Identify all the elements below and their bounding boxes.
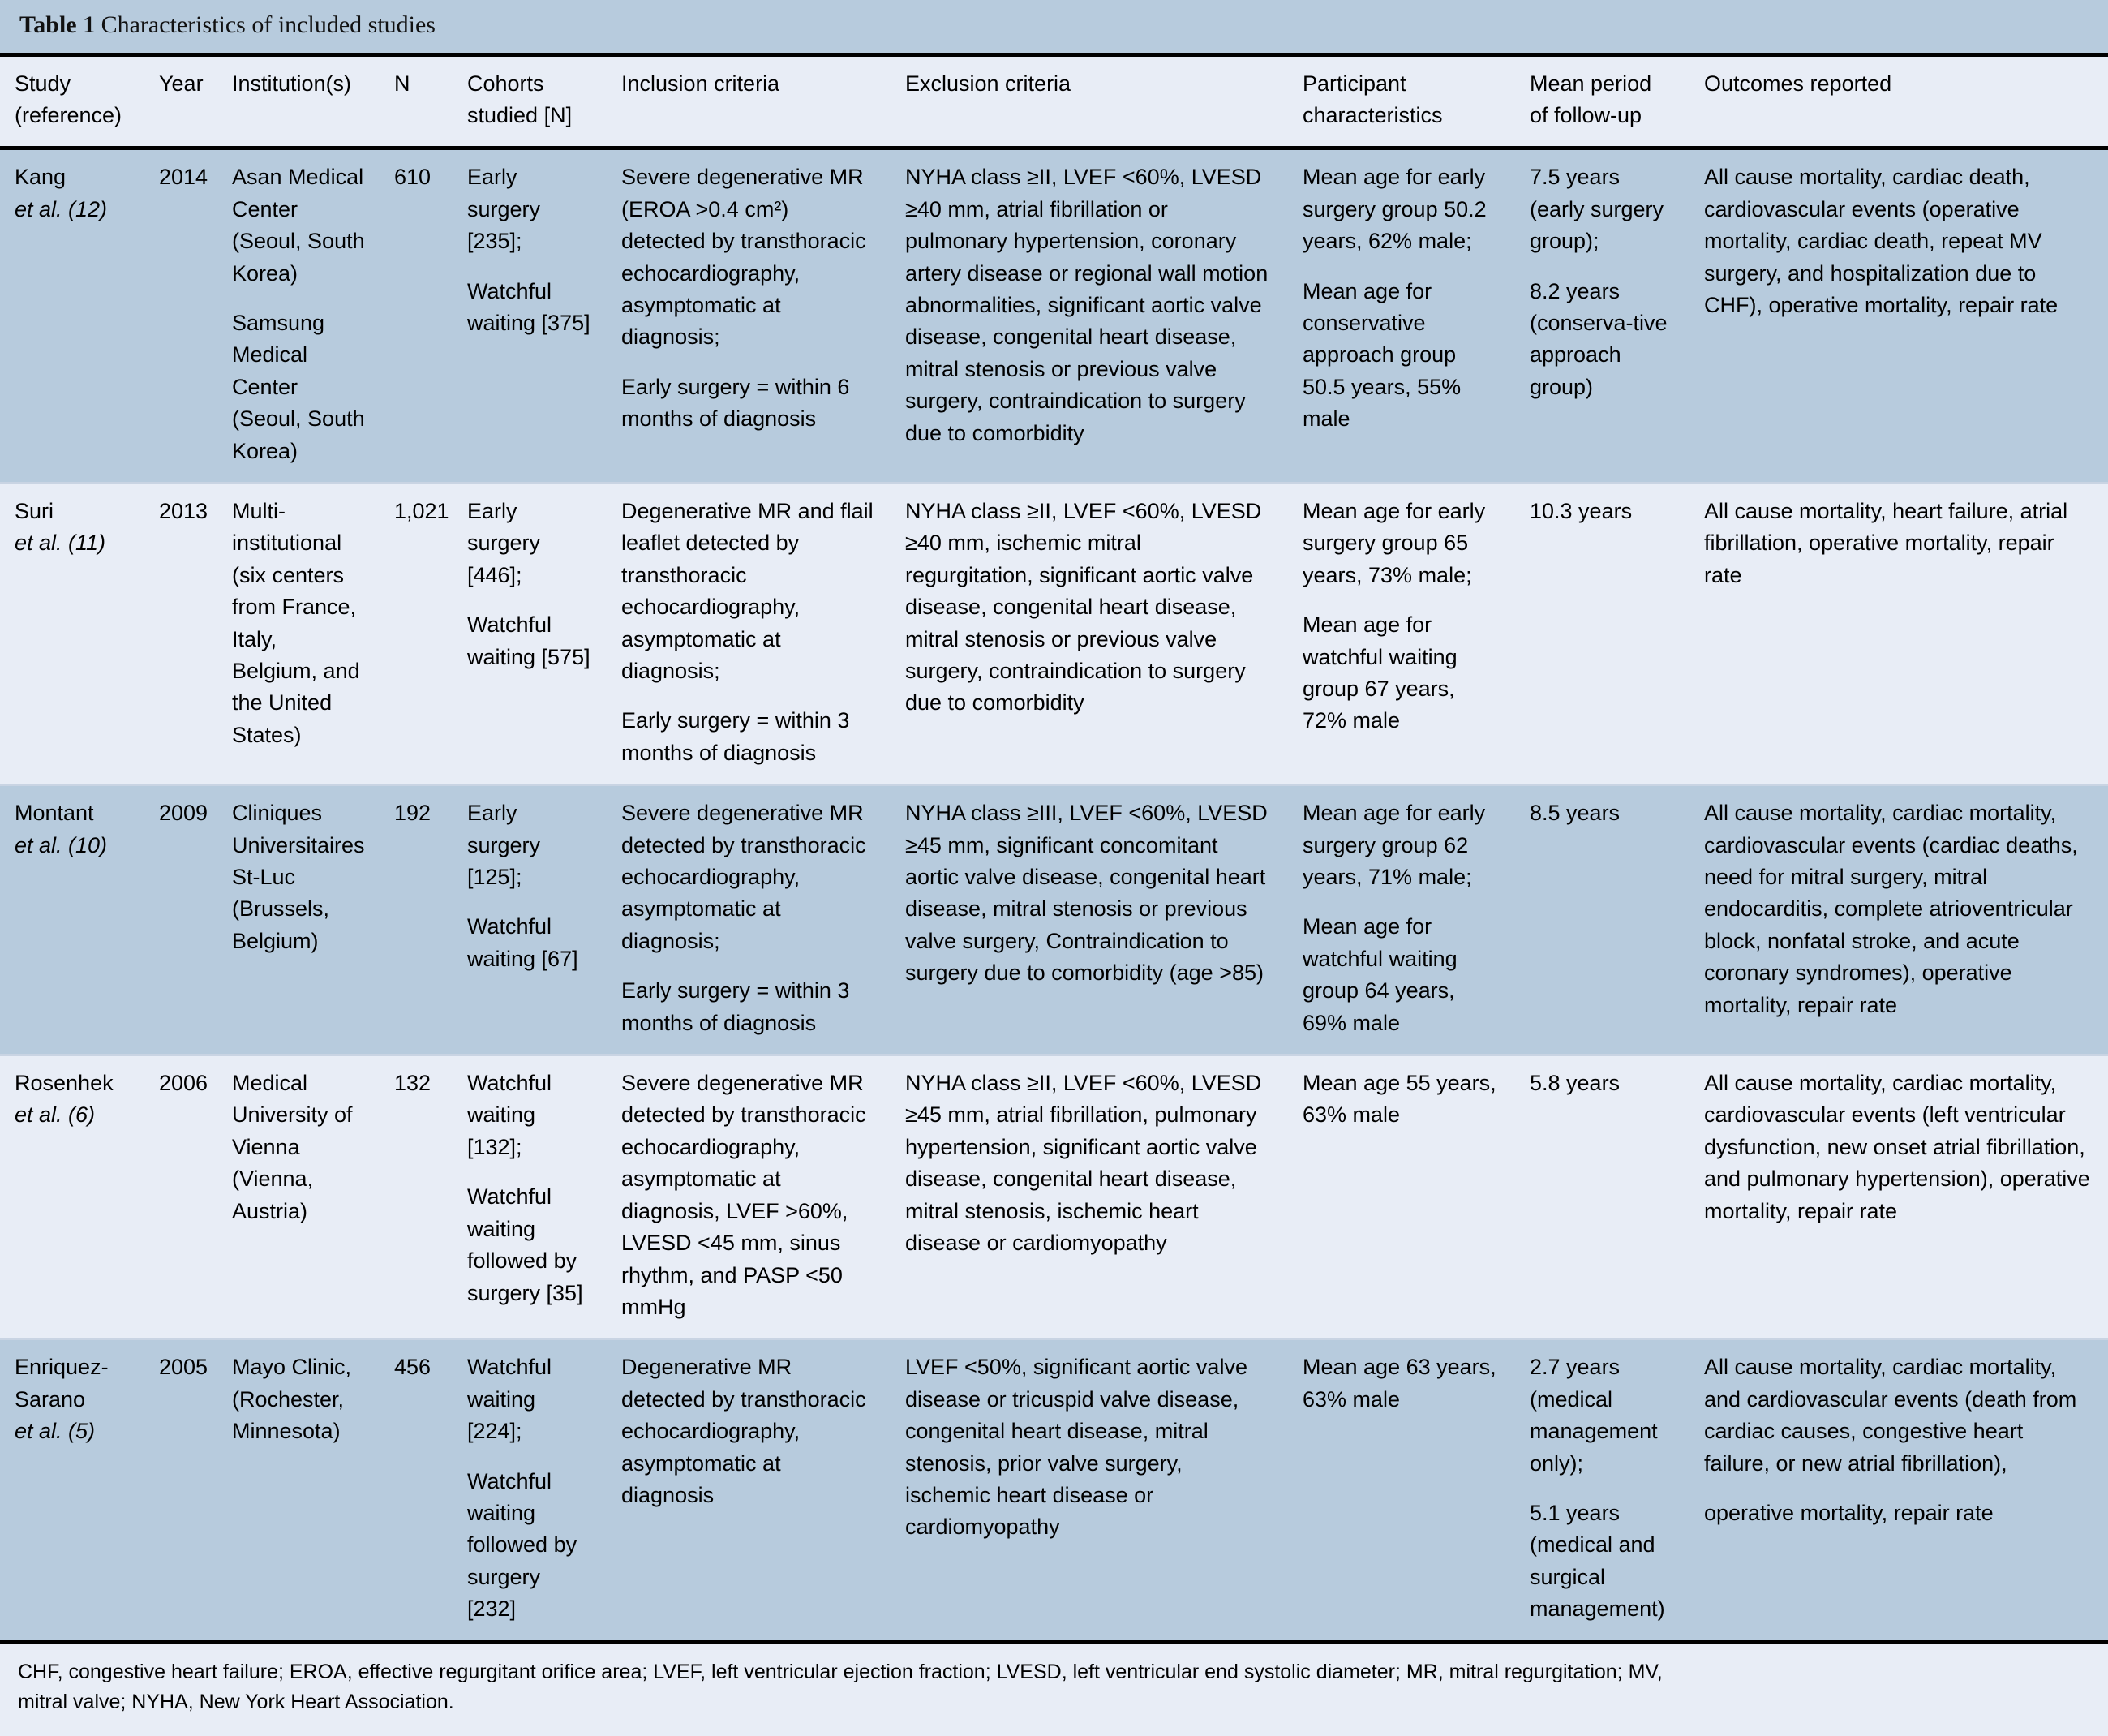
cell-institution-para: Asan Medical Center (Seoul, South Korea): [232, 165, 365, 286]
table-footnote: [0, 1644, 2108, 1736]
cell-year: 2009: [144, 785, 217, 1055]
cell-followup-para: 5.1 years (medical and surgical management): [1530, 1500, 1665, 1622]
characteristics-table: [0, 57, 2108, 1644]
cell-year: 2013: [144, 483, 217, 784]
cell-cohorts-para: Early surgery [235];: [467, 165, 541, 254]
study-name: Suri: [15, 498, 54, 523]
cell-outcomes: [1689, 785, 2108, 1055]
table-row: [0, 483, 2108, 784]
study-name: Montant: [15, 801, 94, 826]
cell-followup-para: 8.2 years (conserva-tive approach group): [1530, 278, 1668, 399]
cell-inclusion-para: Severe degenerative MR detected by transthoracic echocardiography, asymptomatic at diagnosis, LVEF >60%, LVESD <45 mm, sinus rhythm, and PASP <50 mmHg: [621, 1071, 866, 1319]
column-header-participant: [1288, 57, 1515, 148]
cell-study: [0, 1055, 144, 1339]
cell-exclusion-para: NYHA class ≥II, LVEF <60%, LVESD ≥45 mm, atrial fibrillation, pulmonary hypertension, significant aortic valve disease, congenital heart disease, mitral stenosis, ischemic heart disease or cardiomyopathy: [905, 1071, 1262, 1256]
cell-participants-para: Mean age for watchful waiting group 64 years, 69% male: [1303, 914, 1458, 1035]
cell-participants-para: Mean age for early surgery group 50.2 years, 62% male;: [1303, 165, 1487, 254]
cell-outcomes: [1689, 483, 2108, 784]
cell-study: [0, 483, 144, 784]
cell-institution: [217, 1055, 380, 1339]
table-caption: [0, 0, 2108, 57]
cell-outcomes: [1689, 1339, 2108, 1642]
column-header-inclusion: Inclusion criteria: [607, 57, 891, 148]
study-name: Kang: [15, 165, 67, 190]
column-header-followup: [1515, 57, 1689, 148]
column-header-year: Year: [144, 57, 217, 148]
column-header-cohorts-line1: Cohorts: [467, 71, 544, 96]
cell-inclusion: [607, 148, 891, 483]
cell-outcomes-para: All cause mortality, cardiac mortality, and cardiovascular events (death from cardiac causes, congestive heart failure, or new atrial fibrillation),: [1704, 1355, 2077, 1476]
cell-cohorts-para: Early surgery [125];: [467, 801, 541, 890]
cell-cohorts: [453, 1055, 607, 1339]
cell-outcomes-para: All cause mortality, cardiac mortality, cardiovascular events (left ventricular dysfunction, new onset atrial fibrillation, and pulmonary hypertension), operative mortality, repair rate: [1704, 1071, 2090, 1223]
footnote-line-2: mitral valve; NYHA, New York Heart Association.: [18, 1691, 454, 1714]
cell-participants-para: Mean age for early surgery group 62 years, 71% male;: [1303, 801, 1486, 890]
cell-n: 132: [380, 1055, 453, 1339]
column-header-cohorts-line2: studied [N]: [467, 102, 573, 127]
cell-followup-para: 8.5 years: [1530, 801, 1621, 826]
cell-participants: [1288, 148, 1515, 483]
cell-institution: [217, 483, 380, 784]
cell-participants: [1288, 483, 1515, 784]
cell-cohorts-para: Watchful waiting followed by surgery [232]: [467, 1468, 577, 1622]
column-header-study-line2: (reference): [15, 102, 122, 127]
cell-institution-para: Cliniques Universitaires St-Luc (Brussels, Belgium): [232, 801, 365, 953]
cell-inclusion-para: Early surgery = within 3 months of diagnosis: [621, 978, 850, 1035]
cell-followup: [1515, 1055, 1689, 1339]
cell-outcomes: [1689, 1055, 2108, 1339]
cell-inclusion: [607, 1055, 891, 1339]
study-reference: et al. (6): [15, 1102, 96, 1128]
cell-exclusion-para: NYHA class ≥II, LVEF <60%, LVESD ≥40 mm, atrial fibrillation or pulmonary hypertension, coronary artery disease or regional wall motion abnormalities, significant aortic valve disease, congenital heart disease, mitral stenosis or previous valve surgery, contraindication to surgery due to comorbidity: [905, 165, 1269, 445]
cell-institution-para: Samsung Medical Center (Seoul, South Korea): [232, 310, 365, 463]
cell-cohorts: [453, 785, 607, 1055]
column-header-participant-line1: Participant: [1303, 71, 1406, 96]
cell-cohorts-para: Watchful waiting [375]: [467, 278, 590, 335]
cell-followup: [1515, 1339, 1689, 1642]
column-header-study-line1: Study: [15, 71, 71, 96]
cell-outcomes: [1689, 148, 2108, 483]
cell-inclusion: [607, 483, 891, 784]
cell-followup: [1515, 483, 1689, 784]
caption-title: Characteristics of included studies: [101, 11, 436, 38]
cell-n: 456: [380, 1339, 453, 1642]
cell-cohorts: [453, 483, 607, 784]
column-header-followup-line1: Mean period: [1530, 71, 1652, 96]
study-name: Enriquez-Sarano: [15, 1355, 109, 1412]
cell-inclusion-para: Severe degenerative MR detected by transthoracic echocardiography, asymptomatic at diagnosis;: [621, 801, 866, 953]
cell-year: 2014: [144, 148, 217, 483]
cell-institution-para: Mayo Clinic, (Rochester, Minnesota): [232, 1355, 352, 1444]
study-reference: et al. (11): [15, 531, 106, 556]
study-reference: et al. (5): [15, 1419, 96, 1444]
study-reference: et al. (12): [15, 196, 108, 221]
column-header-participant-line2: characteristics: [1303, 102, 1443, 127]
cell-participants-para: Mean age 63 years, 63% male: [1303, 1355, 1496, 1412]
cell-followup-para: 2.7 years (medical management only);: [1530, 1355, 1658, 1476]
cell-inclusion: [607, 1339, 891, 1642]
cell-outcomes-para: All cause mortality, cardiac mortality, cardiovascular events (cardiac deaths, need for mitral surgery, mitral endocarditis, complete atrioventricular block, nonfatal stroke, and acute coronary syndromes), operative mortality, repair rate: [1704, 801, 2078, 1017]
cell-n: 1,021: [380, 483, 453, 784]
cell-exclusion-para: LVEF <50%, significant aortic valve disease or tricuspid valve disease, congenital heart disease, mitral stenosis, prior valve surgery, ischemic heart disease or cardiomyopathy: [905, 1355, 1247, 1540]
cell-exclusion: [891, 785, 1288, 1055]
cell-institution: [217, 148, 380, 483]
cell-study: [0, 148, 144, 483]
table-row: [0, 148, 2108, 483]
study-name: Rosenhek: [15, 1071, 114, 1096]
column-header-exclusion: Exclusion criteria: [891, 57, 1288, 148]
cell-outcomes-para: All cause mortality, cardiac death, cardiovascular events (operative mortality, cardiac death, repeat MV surgery, and hospitalization due to CHF), operative mortality, repair rate: [1704, 165, 2059, 317]
cell-participants-para: Mean age for watchful waiting group 67 years, 72% male: [1303, 612, 1458, 733]
column-header-followup-line2: of follow-up: [1530, 102, 1642, 127]
cell-cohorts-para: Watchful waiting [67]: [467, 914, 578, 971]
table-row: [0, 1055, 2108, 1339]
cell-study: [0, 785, 144, 1055]
cell-followup: [1515, 785, 1689, 1055]
cell-year: 2005: [144, 1339, 217, 1642]
table-row: [0, 785, 2108, 1055]
table-row: [0, 1339, 2108, 1642]
cell-exclusion: [891, 148, 1288, 483]
footnote-line-1: CHF, congestive heart failure; EROA, effective regurgitant orifice area; LVEF, left ventricular ejection fraction; LVESD, left ventricular end systolic diameter; MR, mitral regurgitation; MV,: [18, 1660, 1663, 1683]
column-header-n: N: [380, 57, 453, 148]
cell-outcomes-para: All cause mortality, heart failure, atrial fibrillation, operative mortality, repair rate: [1704, 498, 2068, 587]
cell-exclusion-para: NYHA class ≥III, LVEF <60%, LVESD ≥45 mm, significant concomitant aortic valve disease, congenital heart disease, mitral stenosis or previous valve surgery, Contraindication to surgery due to comorbidity (age >85): [905, 801, 1268, 986]
cell-participants-para: Mean age 55 years, 63% male: [1303, 1071, 1496, 1128]
cell-cohorts-para: Watchful waiting followed by surgery [35]: [467, 1184, 583, 1305]
cell-exclusion: [891, 483, 1288, 784]
cell-institution-para: Multi-institutional (six centers from France, Italy, Belgium, and the United States): [232, 498, 360, 747]
cell-participants: [1288, 1055, 1515, 1339]
cell-n: 610: [380, 148, 453, 483]
column-header-cohorts: [453, 57, 607, 148]
cell-inclusion-para: Degenerative MR and flail leaflet detected by transthoracic echocardiography, asymptomatic at diagnosis;: [621, 498, 874, 683]
cell-cohorts-para: Early surgery [446];: [467, 498, 541, 587]
cell-inclusion: [607, 785, 891, 1055]
cell-institution: [217, 1339, 380, 1642]
cell-followup: [1515, 148, 1689, 483]
caption-label: Table 1: [19, 11, 96, 38]
column-header-study: [0, 57, 144, 148]
cell-study: [0, 1339, 144, 1642]
cell-cohorts: [453, 148, 607, 483]
cell-institution-para: Medical University of Vienna (Vienna, Austria): [232, 1071, 353, 1223]
cell-inclusion-para: Degenerative MR detected by transthoracic echocardiography, asymptomatic at diagnosis: [621, 1355, 866, 1507]
cell-participants-para: Mean age for early surgery group 65 years, 73% male;: [1303, 498, 1486, 587]
cell-inclusion-para: Early surgery = within 6 months of diagnosis: [621, 374, 850, 432]
cell-participants-para: Mean age for conservative approach group 50.5 years, 55% male: [1303, 278, 1462, 432]
cell-outcomes-para: operative mortality, repair rate: [1704, 1500, 1994, 1525]
cell-cohorts: [453, 1339, 607, 1642]
cell-institution: [217, 785, 380, 1055]
column-header-outcomes: Outcomes reported: [1689, 57, 2108, 148]
cell-cohorts-para: Watchful waiting [224];: [467, 1355, 552, 1444]
cell-followup-para: 7.5 years (early surgery group);: [1530, 165, 1664, 254]
cell-cohorts-para: Watchful waiting [132];: [467, 1071, 552, 1159]
cell-exclusion: [891, 1055, 1288, 1339]
cell-inclusion-para: Severe degenerative MR (EROA >0.4 cm²) detected by transthoracic echocardiography, asymptomatic at diagnosis;: [621, 165, 866, 350]
cell-participants: [1288, 785, 1515, 1055]
cell-followup-para: 5.8 years: [1530, 1071, 1621, 1096]
column-header-institution: Institution(s): [217, 57, 380, 148]
cell-cohorts-para: Watchful waiting [575]: [467, 612, 590, 669]
cell-n: 192: [380, 785, 453, 1055]
cell-inclusion-para: Early surgery = within 3 months of diagnosis: [621, 708, 850, 765]
cell-participants: [1288, 1339, 1515, 1642]
table-header-row: [0, 57, 2108, 148]
cell-year: 2006: [144, 1055, 217, 1339]
cell-followup-para: 10.3 years: [1530, 498, 1633, 523]
cell-exclusion-para: NYHA class ≥II, LVEF <60%, LVESD ≥40 mm, ischemic mitral regurgitation, significant aortic valve disease, congenital heart disease, mitral stenosis or previous valve surgery, contraindication to surgery due to comorbidity: [905, 498, 1262, 715]
study-reference: et al. (10): [15, 832, 108, 857]
cell-exclusion: [891, 1339, 1288, 1642]
table-body: [0, 148, 2108, 1642]
caption-text: [19, 11, 2089, 40]
